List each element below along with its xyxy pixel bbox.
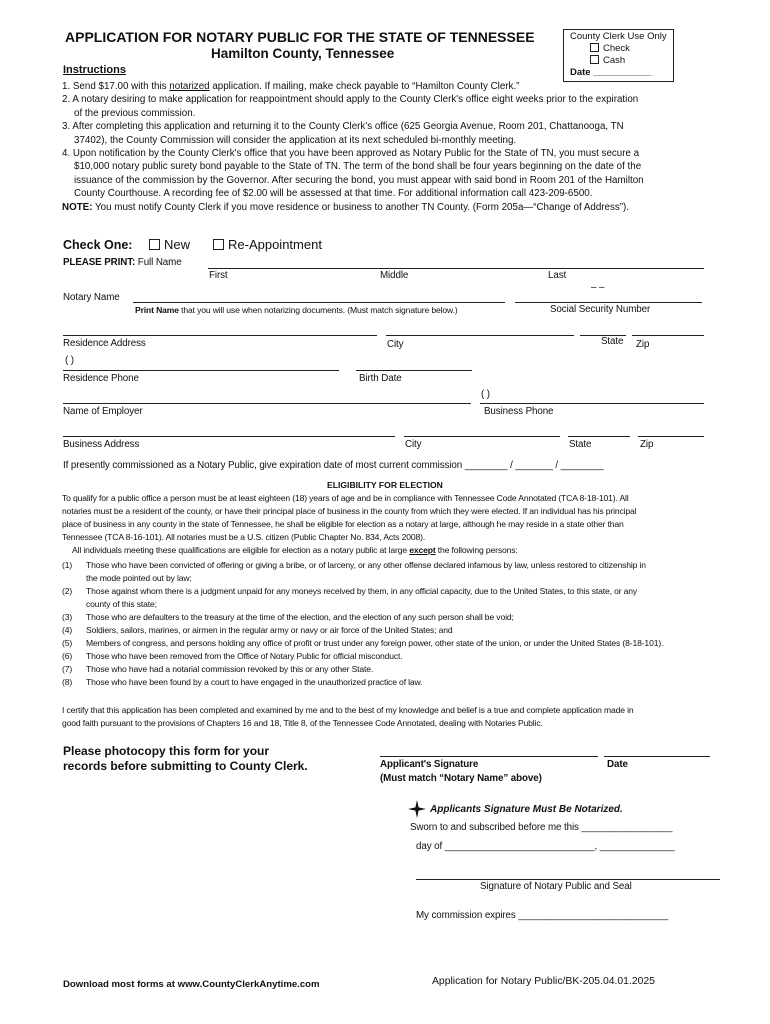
list-item: (2) Those against whom there is a judgment unpaid for any moneys received by them, in any official capacity, due to the United States, to this state, or any: [62, 586, 638, 596]
business-phone-paren: ( ): [481, 389, 490, 400]
business-zip-label: Zip: [640, 439, 654, 450]
checkbox-icon: [213, 239, 224, 250]
new-option[interactable]: New: [149, 237, 190, 252]
list-item: county of this state;: [86, 599, 157, 609]
eligibility-heading: ELIGIBILITY FOR ELECTION: [327, 480, 443, 490]
business-city-field[interactable]: [404, 436, 560, 437]
photocopy-note-1: Please photocopy this form for your: [63, 744, 270, 758]
employer-label: Name of Employer: [63, 406, 143, 417]
certification-text: I certify that this application has been completed and examined by me and to the best of my knowledge and belief is a true and complete application made in good faith pursuant to the provisions of Chapters 16 and 18, Title 8, of the Tennessee Code Annotated, dealing with Notaries Public.: [62, 705, 634, 728]
photocopy-note-2: records before submitting to County Clerk.: [63, 759, 308, 773]
employer-field[interactable]: [63, 403, 471, 404]
instructions-list: [62, 80, 692, 214]
first-label: First: [209, 270, 228, 281]
birth-date-field[interactable]: [356, 370, 472, 371]
instruction-note: NOTE: You must notify County Clerk if you move residence or business to another TN County. (Form 205a—“Change of Address”).: [62, 201, 630, 213]
instruction-2: 2. A notary desiring to make application for reappointment should apply to the County Clerk's office eight weeks prior to the expiration: [62, 94, 639, 106]
instruction-4-cont: $10,000 notary public surety bond payable to the State of TN. The term of the bond shall be four years beginning on the date of the: [74, 161, 642, 173]
notary-signature-field[interactable]: [416, 879, 720, 880]
check-one-label: Check One:: [63, 238, 133, 252]
notary-name-field[interactable]: [133, 302, 505, 303]
residence-zip-label: Zip: [636, 339, 650, 350]
residence-phone-field[interactable]: [63, 370, 339, 371]
list-item: (8) Those who have been found by a court to have engaged in the unauthorized practice of law.: [62, 677, 423, 687]
must-match-note: (Must match “Notary Name” above): [380, 773, 542, 784]
four-point-star-icon: [408, 800, 426, 823]
applicant-date-field[interactable]: [604, 756, 710, 757]
download-note: Download most forms at www.CountyClerkAnytime.com: [63, 979, 320, 990]
instruction-4: 4. Upon notification by the County Clerk's office that you have been approved as Notary Public for the State of TN, you must secure a: [62, 148, 640, 160]
instruction-2-cont: of the previous commission.: [74, 107, 196, 119]
business-phone-label: Business Phone: [484, 406, 554, 417]
clerk-box-title: County Clerk Use Only: [570, 31, 667, 42]
business-phone-field[interactable]: [480, 403, 704, 404]
instruction-4-cont2: issuance of the commission by the Governor. After securing the bond, you must appear with said bond in Room 201 of the Hamilton: [74, 174, 644, 186]
ssn-dashes: – –: [591, 282, 605, 293]
checkbox-icon: [590, 43, 599, 52]
business-city-label: City: [405, 439, 422, 450]
residence-city-field[interactable]: [386, 335, 574, 336]
list-item: (7) Those who have had a notarial commission revoked by this or any other State.: [62, 664, 374, 674]
residence-phone-label: Residence Phone: [63, 373, 139, 384]
full-name-label: PLEASE PRINT: Full Name: [63, 257, 182, 268]
notary-name-label: Notary Name: [63, 292, 120, 303]
ssn-label: Social Security Number: [550, 304, 651, 315]
notarized-note: Applicants Signature Must Be Notarized.: [430, 804, 623, 815]
residence-city-label: City: [387, 339, 404, 350]
birth-date-label: Birth Date: [359, 373, 402, 384]
notary-signature-label: Signature of Notary Public and Seal: [480, 881, 632, 892]
applicant-date-label: Date: [607, 759, 628, 770]
list-item: (5) Members of congress, and persons holding any office of profit or trust under any foreign power, other state of the union, or under the United States (8-18-101).: [62, 638, 664, 648]
full-name-field[interactable]: [208, 268, 704, 269]
list-item: (3) Those who are defaulters to the treasury at the time of the election, and the election of any such person shall be void;: [62, 612, 514, 622]
business-address-field[interactable]: [63, 436, 395, 437]
last-label: Last: [548, 270, 567, 281]
county-clerk-use-box: [563, 29, 674, 82]
commission-expiration-field[interactable]: If presently commissioned as a Notary Public, give expiration date of most current commission ________ / _______ / ________: [63, 460, 604, 471]
checkbox-icon: [590, 55, 599, 64]
residence-state-label: State: [601, 336, 624, 347]
instruction-4-cont3: County Courthouse. A recording fee of $2.00 will be assessed at that time. For additional information call 423-209-6500.: [74, 188, 593, 200]
form-id: Application for Notary Public/BK-205.04.01.2025: [432, 976, 655, 987]
form-title: APPLICATION FOR NOTARY PUBLIC FOR THE STATE OF TENNESSEE: [65, 29, 535, 45]
list-item: (1) Those who have been convicted of offering or giving a bribe, or of larceny, or any other offense declared infamous by law, unless restored to citizenship in: [62, 560, 646, 570]
applicant-signature-label: Applicant's Signature: [380, 759, 479, 770]
exclusions-list: [62, 559, 734, 689]
list-item: (4) Soldiers, sailors, marines, or airmen in the regular army or navy or air force of the United States; and: [62, 625, 453, 635]
clerk-date: Date ___________: [570, 67, 652, 78]
check-option[interactable]: Check: [590, 43, 630, 54]
business-address-label: Business Address: [63, 439, 140, 450]
residence-phone-paren: ( ): [65, 355, 74, 366]
residence-address-field[interactable]: [63, 335, 377, 336]
applicant-signature-field[interactable]: [380, 756, 598, 757]
ssn-field[interactable]: [515, 302, 702, 303]
instructions-heading: Instructions: [63, 64, 126, 76]
list-item: (6) Those who have been removed from the Office of Notary Public for official misconduct.: [62, 651, 403, 661]
business-state-field[interactable]: [568, 436, 630, 437]
instruction-1: 1. Send $17.00 with this notarized application. If mailing, make check payable to “Hamilton County Clerk.”: [62, 81, 520, 92]
reappointment-option[interactable]: Re-Appointment: [213, 237, 322, 252]
residence-address-label: Residence Address: [63, 338, 146, 349]
sworn-field[interactable]: Sworn to and subscribed before me this _________________: [410, 822, 673, 833]
list-item: the mode pointed out by law;: [86, 573, 192, 583]
business-zip-field[interactable]: [638, 436, 704, 437]
middle-label: Middle: [380, 270, 409, 281]
cash-option[interactable]: Cash: [590, 55, 625, 66]
day-of-field[interactable]: day of ____________________________, ______________: [416, 841, 675, 852]
residence-zip-field[interactable]: [632, 335, 704, 336]
instruction-3-cont: 37402), the County Commission will consider the application at its next scheduled bi-monthly meeting.: [74, 134, 517, 146]
business-state-label: State: [569, 439, 592, 450]
eligibility-text: To qualify for a public office a person must be at least eighteen (18) years of age and be in compliance with Tennessee Code Annotated (TCA 8-18-101). All notaries must be a resident of the county, or have their principal place of business in the county from which they were elected. If an individual has his principal place of business in any county in the state of Tennessee, he shall be eligible for election as a notary at large, although he may reside in a state other than Tennessee (TCA 8-16-101). All notaries must be a U.S. citizen (Public Chapter No. 834, Acts 2008). All individuals meeting these qualifications are eligible for election as a notary public at large except the following persons:: [62, 493, 637, 555]
checkbox-icon: [149, 239, 160, 250]
form-subtitle: Hamilton County, Tennessee: [211, 46, 395, 61]
instruction-3: 3. After completing this application and returning it to the County Clerk's office (625 Georgia Avenue, Room 201, Chattanooga, TN: [62, 121, 624, 133]
print-name-hint: Print Name that you will use when notarizing documents. (Must match signature below.): [135, 305, 458, 315]
commission-expires-field[interactable]: My commission expires ____________________________: [416, 910, 669, 921]
